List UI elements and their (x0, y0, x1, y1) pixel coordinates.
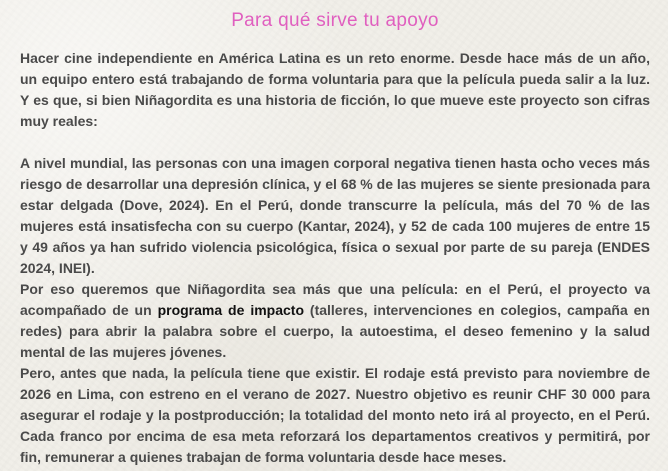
section-body (20, 48, 650, 468)
impact-program-link[interactable]: programa de impacto (157, 302, 304, 318)
paragraph-impact-text-after: (talleres, intervenciones en colegios, campaña en redes) para abrir la palabra sobre el cuerpo, la autoestima, el deseo femenino y la salud mental de las mujeres jóvenes. (20, 302, 650, 360)
paragraph-funding-goal: Pero, antes que nada, la película tiene que existir. El rodaje está previsto para noviembre de 2026 en Lima, con estreno en el verano de 2027. Nuestro objetivo es reunir CHF 30 000 para asegurar el rodaje y la postproducción; la totalidad del monto neto irá al proyecto, en el Perú. Cada franco por encima de esa meta reforzará los departamentos creativos y permitirá, por fin, remunerar a quienes trabajan de forma voluntaria desde hace meses. (20, 365, 650, 465)
content-section (20, 0, 650, 468)
paragraph-impact-text-before: Por eso queremos que Niñagordita sea más que una película: en el Perú, el proyecto va acompañado de un (20, 281, 650, 318)
paragraph-impact (20, 279, 650, 363)
section-title: Para qué sirve tu apoyo (231, 10, 439, 31)
paragraph-statistics: A nivel mundial, las personas con una imagen corporal negativa tienen hasta ocho veces más riesgo de desarrollar una depresión clínica, y el 68 % de las mujeres se siente presionada para estar delgada (Dove, 2024). En el Perú, donde transcurre la película, más del 70 % de las mujeres está insatisfecha con su cuerpo (Kantar, 2024), y 52 de cada 100 mujeres de entre 15 y 49 años ya han sufrido violencia psicológica, física o sexual por parte de su pareja (ENDES 2024, INEI). (20, 155, 650, 276)
paragraph-intro: Hacer cine independiente en América Latina es un reto enorme. Desde hace más de un año, un equipo entero está trabajando de forma voluntaria para que la película pueda salir a la luz. Y es que, si bien Niñagordita es una historia de ficción, lo que mueve este proyecto son cifras muy reales: (20, 50, 650, 129)
paragraph-spacer (20, 132, 650, 153)
